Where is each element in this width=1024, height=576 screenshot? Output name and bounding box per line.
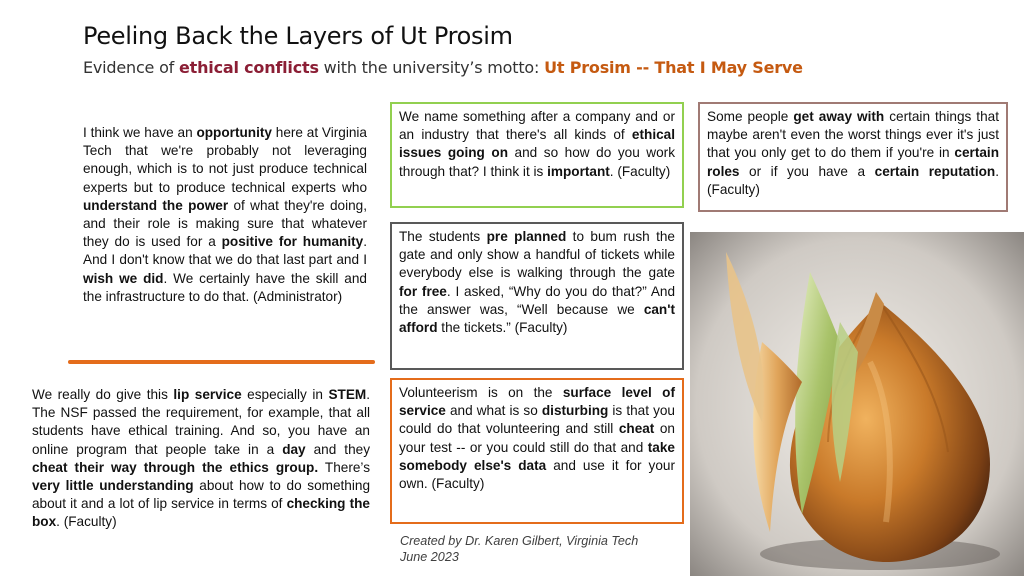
quote-text: is that you could do that volunteering and still <box>399 403 675 437</box>
quote-text: The students <box>399 229 487 244</box>
quote-box-faculty-reputation <box>698 102 1008 212</box>
quote-text: here at Virginia Tech that we're probably not leveraging enough, which is to not just produce technical experts but to produce technical experts who <box>83 125 367 195</box>
quote-text: and so how do you work through that? I think it is <box>399 145 675 179</box>
subtitle-ethical-conflicts: ethical conflicts <box>179 58 319 77</box>
quote-text: There’s <box>318 459 370 475</box>
quote-box-faculty-volunteerism <box>390 378 684 524</box>
quote-emphasis: certain roles <box>707 145 999 179</box>
quote-emphasis: ethical issues going on <box>399 127 675 161</box>
quote-text: . (Faculty) <box>707 163 1000 197</box>
quote-emphasis: for free <box>399 283 447 299</box>
orange-divider <box>68 360 375 364</box>
quote-text: . And I don't know that we do that last part and I <box>83 234 367 268</box>
quote-emphasis: certain reputation <box>874 163 996 179</box>
quote-administrator-opportunity <box>83 124 367 306</box>
quote-text: and they <box>305 441 370 457</box>
quote-text: certain things that maybe aren't even the worst things ever it's just that you only get to do them if you're in <box>707 109 999 161</box>
subtitle-motto: Ut Prosim -- That I May Serve <box>544 58 803 77</box>
quote-emphasis: positive for humanity <box>221 234 364 250</box>
credit-line <box>400 533 638 565</box>
quote-text: to bum rush the gate and only show a handful of tickets while everybody else is walking through the gate <box>399 229 675 281</box>
quote-emphasis: STEM <box>328 387 367 402</box>
quote-emphasis: lip service <box>173 387 242 402</box>
credit-author: Created by Dr. Karen Gilbert, Virginia Tech <box>400 534 639 548</box>
quote-text: about how to do something about it and a lot of lip service in terms of <box>32 478 371 512</box>
slide-title: Peeling Back the Layers of Ut Prosim <box>83 22 513 50</box>
subtitle-mid: with the university’s motto: <box>318 58 545 77</box>
quote-faculty-lip-service <box>32 386 370 532</box>
quote-text: We name something after a company and or an industry that there's all kinds of <box>399 109 675 143</box>
quote-text: We really do give this <box>32 387 174 402</box>
quote-text: of what they're doing, and their role is making sure that whatever they do is used for a <box>83 197 367 250</box>
quote-emphasis: opportunity <box>196 125 272 140</box>
quote-text: I think we have an <box>83 125 197 140</box>
onion-photo <box>690 232 1024 576</box>
quote-text: . The NSF passed the requirement, for example, that all students have ethical training. And so, you have an online program that people take in a <box>32 387 370 457</box>
quote-text: and what is so <box>445 403 542 419</box>
quote-box-faculty-gate <box>390 222 684 370</box>
quote-text: the tickets.” (Faculty) <box>437 320 568 336</box>
quote-text: Some people <box>707 109 794 124</box>
quote-text: . We certainly have the skill and the infrastructure to do that. (Administrator) <box>83 270 367 304</box>
quote-emphasis: surface level of service <box>399 385 676 419</box>
quote-emphasis: very little understanding <box>32 478 194 494</box>
quote-emphasis: pre planned <box>486 229 567 244</box>
quote-emphasis: get away with <box>793 109 885 124</box>
quote-text: or if you have a <box>739 163 875 179</box>
quote-emphasis: disturbing <box>541 403 609 419</box>
quote-text: especially in <box>241 387 329 402</box>
subtitle-lead: Evidence of <box>83 58 179 77</box>
quote-emphasis: can't afford <box>399 301 675 336</box>
quote-emphasis: cheat their way through the ethics group. <box>32 459 319 475</box>
quote-text: on your test -- or you could still do that and <box>399 421 675 455</box>
quote-text: . (Faculty) <box>56 514 117 530</box>
quote-emphasis: important <box>547 163 610 179</box>
quote-emphasis: cheat <box>618 421 655 437</box>
quote-emphasis: checking the box <box>32 496 370 530</box>
slide-subtitle <box>83 58 803 77</box>
quote-text: Volunteerism is on the <box>399 385 563 400</box>
quote-text: and use it for your own. (Faculty) <box>399 457 675 492</box>
quote-text: . (Faculty) <box>609 163 671 179</box>
quote-emphasis: take somebody else's data <box>399 439 675 473</box>
quote-box-faculty-naming <box>390 102 684 208</box>
quote-emphasis: day <box>282 441 306 457</box>
credit-date: June 2023 <box>400 550 459 564</box>
quote-emphasis: understand the power <box>83 197 229 213</box>
quote-text: . I asked, “Why do you do that?” And the answer was, “Well because we <box>399 283 676 317</box>
quote-emphasis: wish we did <box>83 270 164 286</box>
